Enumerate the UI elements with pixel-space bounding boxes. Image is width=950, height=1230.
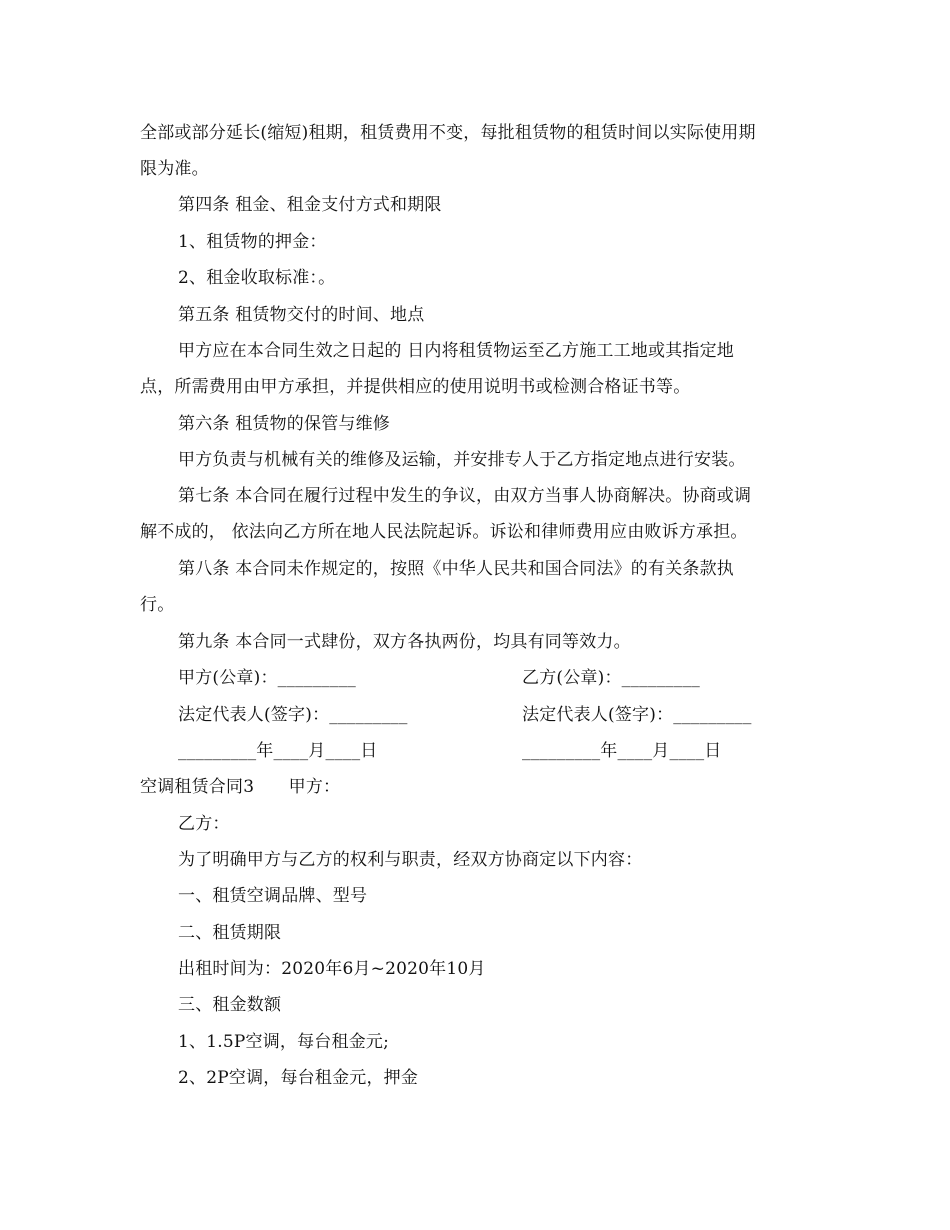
party-a-representative-field: 法定代表人(签字)：_________	[178, 705, 408, 725]
section-heading: 二、租赁期限	[178, 923, 282, 943]
paragraph-line: 甲方负责与机械有关的维修及运输，并安排专人于乙方指定地点进行安装。	[178, 450, 746, 470]
paragraph-line: 2、2P空调，每台租金元，押金	[178, 1068, 419, 1088]
paragraph-line: 乙方：	[178, 814, 230, 834]
paragraph-line: 第七条 本合同在履行过程中发生的争议，由双方当事人协商解决。协商或调	[178, 486, 752, 506]
contract-title-line: 空调租赁合同3 甲方：	[140, 777, 341, 797]
paragraph-line: 限为准。	[140, 159, 209, 179]
paragraph-line: 出租时间为：2020年6月~2020年10月	[178, 959, 486, 979]
paragraph-line: 解不成的， 依法向乙方所在地人民法院起诉。诉讼和律师费用应由败诉方承担。	[140, 522, 748, 542]
party-b-representative-field: 法定代表人(签字)：_________	[522, 705, 752, 725]
paragraph-line: 2、租金收取标准：。	[178, 268, 336, 288]
party-b-seal-field: 乙方(公章)：_________	[522, 668, 700, 688]
paragraph-line: 1、1.5P空调，每台租金元;	[178, 1032, 390, 1052]
article-heading: 第六条 租赁物的保管与维修	[178, 414, 391, 434]
paragraph-line: 第九条 本合同一式肆份，双方各执两份，均具有同等效力。	[178, 632, 631, 652]
party-b-date-field: _________年____月____日	[522, 741, 722, 761]
section-heading: 三、租金数额	[178, 995, 282, 1015]
article-heading: 第五条 租赁物交付的时间、地点	[178, 305, 425, 325]
paragraph-line: 第八条 本合同未作规定的，按照《中华人民共和国合同法》的有关条款执	[178, 559, 735, 579]
paragraph-line: 全部或部分延长(缩短)租期，租赁费用不变，每批租赁物的租赁时间以实际使用期	[140, 123, 756, 143]
paragraph-line: 甲方应在本合同生效之日起的 日内将租赁物运至乙方施工工地或其指定地	[178, 341, 735, 361]
paragraph-line: 1、租赁物的押金：	[178, 232, 327, 252]
paragraph-line: 点，所需费用由甲方承担，并提供相应的使用说明书或检测合格证书等。	[140, 377, 691, 397]
paragraph-line: 行。	[140, 595, 175, 615]
article-heading: 第四条 租金、租金支付方式和期限	[178, 195, 442, 215]
paragraph-line: 为了明确甲方与乙方的权利与职责，经双方协商定以下内容：	[178, 850, 643, 870]
party-a-seal-field: 甲方(公章)：_________	[178, 668, 356, 688]
section-heading: 一、租赁空调品牌、型号	[178, 886, 368, 906]
party-a-date-field: _________年____月____日	[178, 741, 378, 761]
